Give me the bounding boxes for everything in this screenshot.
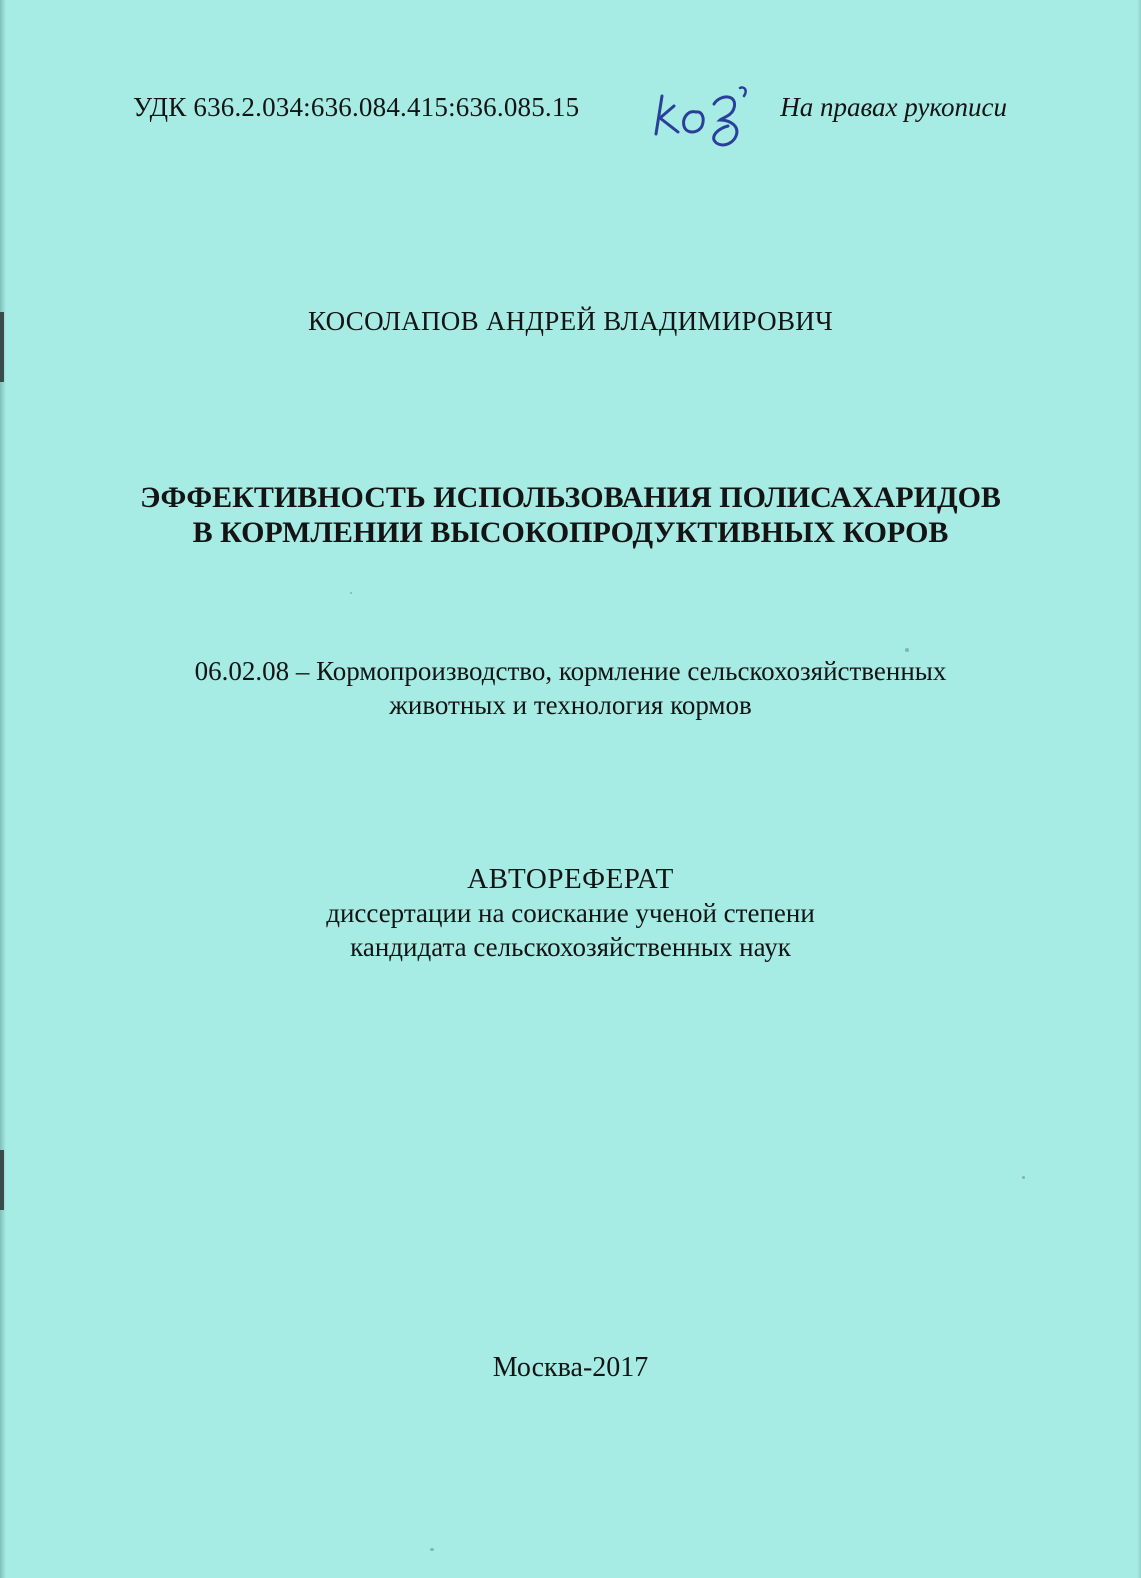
- left-edge-shadow: [0, 0, 6, 1578]
- udk-code: УДК 636.2.034:636.084.415:636.085.15: [133, 92, 580, 122]
- rights-notice: На правах рукописи: [780, 92, 1007, 122]
- right-edge-shadow: [1137, 0, 1141, 1578]
- paper-speck: [1022, 1176, 1025, 1179]
- handwritten-mark-icon: [648, 78, 758, 150]
- author-name: КОСОЛАПОВ АНДРЕЙ ВЛАДИМИРОВИЧ: [308, 306, 833, 336]
- specialty: [0, 654, 1141, 722]
- paper-speck: [430, 1548, 434, 1551]
- paper-speck: [905, 648, 909, 652]
- title-line: ЭФФЕКТИВНОСТЬ ИСПОЛЬЗОВАНИЯ ПОЛИСАХАРИДОВ: [140, 481, 1001, 514]
- abstract-line: диссертации на соискание ученой степени: [326, 898, 815, 928]
- abstract-block: [0, 862, 1141, 964]
- staple-mark: [0, 1150, 4, 1210]
- city-year: Москва-2017: [492, 1352, 649, 1383]
- specialty-line: животных и технология кормов: [389, 690, 752, 720]
- specialty-line: 06.02.08 – Кормопроизводство, кормление сельскохозяйственных: [194, 656, 947, 686]
- dissertation-title: [0, 480, 1141, 550]
- abstract-type: АВТОРЕФЕРАТ: [467, 863, 674, 895]
- abstract-line: кандидата сельскохозяйственных наук: [350, 932, 791, 962]
- title-line: В КОРМЛЕНИИ ВЫСОКОПРОДУКТИВНЫХ КОРОВ: [192, 516, 949, 549]
- paper-speck: [350, 592, 352, 594]
